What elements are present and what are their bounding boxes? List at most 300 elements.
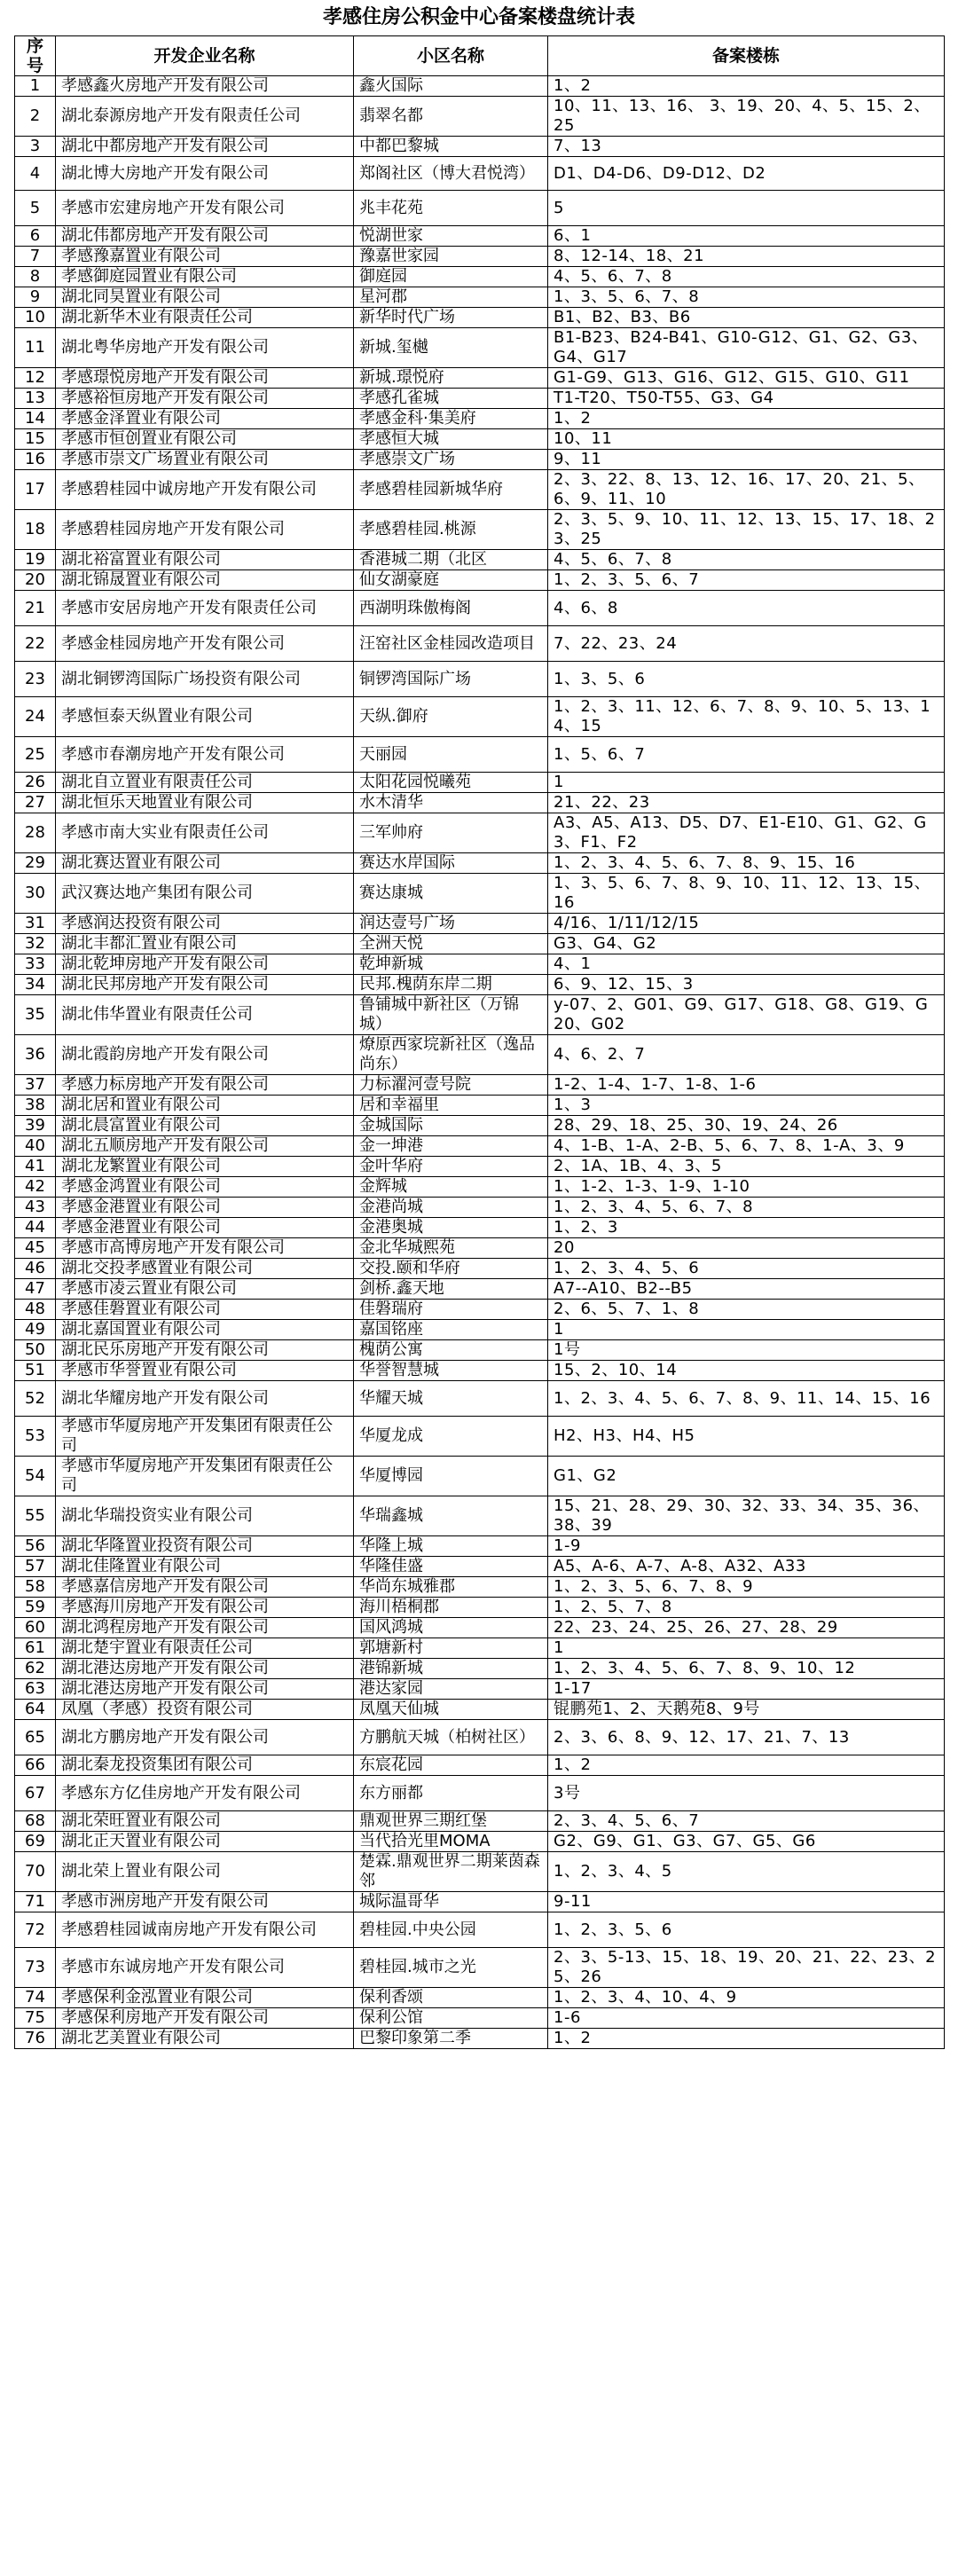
table-row — [15, 1381, 945, 1417]
cell-developer: 孝感裕恒房地产开发有限公司 — [56, 389, 354, 409]
cell-developer: 孝感保利金泓置业有限公司 — [56, 1988, 354, 2008]
cell-index: 54 — [15, 1457, 56, 1496]
table-row — [15, 1157, 945, 1177]
cell-index: 19 — [15, 550, 56, 570]
cell-buildings: 8、12-14、18、21 — [548, 247, 945, 267]
cell-index: 64 — [15, 1700, 56, 1720]
cell-buildings: 7、22、23、24 — [548, 626, 945, 662]
cell-developer: 湖北荣上置业有限公司 — [56, 1852, 354, 1892]
cell-community: 翡翠名都 — [354, 97, 548, 137]
cell-developer: 湖北楚宇置业有限责任公司 — [56, 1638, 354, 1659]
cell-index: 13 — [15, 389, 56, 409]
cell-developer: 孝感璟悦房地产开发有限公司 — [56, 368, 354, 389]
cell-community: 力标濯河壹号院 — [354, 1075, 548, 1096]
table-row — [15, 1096, 945, 1116]
cell-index: 23 — [15, 662, 56, 697]
table-row — [15, 191, 945, 226]
cell-buildings: B1、B2、B3、B6 — [548, 308, 945, 328]
cell-developer: 孝感东方亿佳房地产开发有限公司 — [56, 1776, 354, 1811]
cell-community: 金一坤港 — [354, 1136, 548, 1157]
cell-developer: 湖北佳隆置业有限公司 — [56, 1557, 354, 1577]
cell-buildings: 1 — [548, 773, 945, 793]
cell-index: 27 — [15, 793, 56, 813]
cell-buildings: 1、1-2、1-3、1-9、1-10 — [548, 1177, 945, 1198]
cell-buildings: 9-11 — [548, 1892, 945, 1912]
cell-developer: 孝感金泽置业有限公司 — [56, 409, 354, 429]
cell-developer: 孝感市凌云置业有限公司 — [56, 1279, 354, 1300]
cell-developer: 孝感佳磐置业有限公司 — [56, 1300, 354, 1320]
table-row — [15, 737, 945, 773]
cell-community: 鼎观世界三期红堡 — [354, 1811, 548, 1832]
table-row — [15, 1279, 945, 1300]
cell-community: 金港奥城 — [354, 1218, 548, 1238]
cell-community: 金港尚城 — [354, 1198, 548, 1218]
table-row — [15, 874, 945, 914]
cell-buildings: A7--A10、B2--B5 — [548, 1279, 945, 1300]
cell-index: 41 — [15, 1157, 56, 1177]
cell-index: 47 — [15, 1279, 56, 1300]
cell-community: 汪窑社区金桂园改造项目 — [354, 626, 548, 662]
cell-buildings: 1-6 — [548, 2008, 945, 2029]
cell-index: 68 — [15, 1811, 56, 1832]
cell-index: 76 — [15, 2029, 56, 2049]
cell-buildings: 1、2 — [548, 1755, 945, 1776]
cell-developer: 湖北裕富置业有限公司 — [56, 550, 354, 570]
cell-community: 新华时代广场 — [354, 308, 548, 328]
registry-table — [14, 35, 945, 2049]
cell-index: 71 — [15, 1892, 56, 1912]
cell-buildings: 2、3、22、8、13、12、16、17、20、21、5、6、9、11、10 — [548, 470, 945, 510]
cell-community: 国风鸿城 — [354, 1618, 548, 1638]
cell-index: 21 — [15, 591, 56, 626]
table-row — [15, 1361, 945, 1381]
cell-buildings: 1、2、3、4、5、6、7、8、9、11、14、15、16 — [548, 1381, 945, 1417]
cell-developer: 孝感豫嘉置业有限公司 — [56, 247, 354, 267]
cell-buildings: 1、2、3、4、5、6、7、8 — [548, 1198, 945, 1218]
table-row — [15, 550, 945, 570]
cell-buildings: H2、H3、H4、H5 — [548, 1417, 945, 1457]
cell-developer: 湖北自立置业有限责任公司 — [56, 773, 354, 793]
table-row — [15, 1198, 945, 1218]
cell-buildings: 15、21、28、29、30、32、33、34、35、36、38、39 — [548, 1496, 945, 1536]
cell-buildings: 4、6、2、7 — [548, 1035, 945, 1075]
cell-developer: 湖北艺美置业有限公司 — [56, 2029, 354, 2049]
cell-community: 金城国际 — [354, 1116, 548, 1136]
cell-community: 楚霖.鼎观世界二期莱茵森邻 — [354, 1852, 548, 1892]
table-row — [15, 1659, 945, 1679]
cell-developer: 孝感金鸿置业有限公司 — [56, 1177, 354, 1198]
cell-community: 保利公馆 — [354, 2008, 548, 2029]
table-row — [15, 1218, 945, 1238]
cell-buildings: 2、3、4、5、6、7 — [548, 1811, 945, 1832]
cell-index: 37 — [15, 1075, 56, 1096]
table-row — [15, 267, 945, 287]
table-row — [15, 813, 945, 853]
table-row — [15, 409, 945, 429]
cell-buildings: G1、G2 — [548, 1457, 945, 1496]
cell-community: 燎原西家垸新社区（逸品尚东） — [354, 1035, 548, 1075]
cell-developer: 湖北龙繁置业有限公司 — [56, 1157, 354, 1177]
cell-community: 嘉国铭座 — [354, 1320, 548, 1340]
cell-index: 50 — [15, 1340, 56, 1361]
cell-buildings: 1、2 — [548, 409, 945, 429]
table-row — [15, 697, 945, 737]
cell-developer: 湖北嘉国置业有限公司 — [56, 1320, 354, 1340]
cell-community: 赛达康城 — [354, 874, 548, 914]
table-row — [15, 662, 945, 697]
cell-buildings: 10、11、13、16、 3、19、20、4、5、15、2、25 — [548, 97, 945, 137]
cell-buildings: 4、1 — [548, 954, 945, 975]
cell-buildings: G3、G4、G2 — [548, 934, 945, 954]
table-row — [15, 1035, 945, 1075]
cell-community: 郑阁社区（博大君悦湾） — [354, 157, 548, 191]
table-row — [15, 2029, 945, 2049]
cell-index: 45 — [15, 1238, 56, 1259]
cell-index: 53 — [15, 1417, 56, 1457]
cell-buildings: 3号 — [548, 1776, 945, 1811]
cell-community: 巴黎印象第二季 — [354, 2029, 548, 2049]
cell-index: 33 — [15, 954, 56, 975]
header-community: 小区名称 — [354, 36, 548, 76]
cell-index: 5 — [15, 191, 56, 226]
table-row — [15, 1340, 945, 1361]
cell-community: 新城.璟悦府 — [354, 368, 548, 389]
cell-developer: 湖北同昊置业有限公司 — [56, 287, 354, 308]
cell-community: 槐荫公寓 — [354, 1340, 548, 1361]
cell-index: 28 — [15, 813, 56, 853]
table-row — [15, 1457, 945, 1496]
cell-buildings: 2、3、6、8、9、12、17、21、7、13 — [548, 1720, 945, 1755]
cell-developer: 孝感力标房地产开发有限公司 — [56, 1075, 354, 1096]
cell-developer: 湖北民邦房地产开发有限公司 — [56, 975, 354, 995]
cell-community: 御庭园 — [354, 267, 548, 287]
cell-community: 交投.颐和华府 — [354, 1259, 548, 1279]
cell-buildings: G1-G9、G13、G16、G12、G15、G10、G11 — [548, 368, 945, 389]
cell-community: 金辉城 — [354, 1177, 548, 1198]
cell-index: 18 — [15, 510, 56, 550]
table-row — [15, 450, 945, 470]
cell-developer: 孝感润达投资有限公司 — [56, 914, 354, 934]
cell-community: 碧桂园.城市之光 — [354, 1948, 548, 1988]
cell-buildings: D1、D4-D6、D9-D12、D2 — [548, 157, 945, 191]
cell-index: 65 — [15, 1720, 56, 1755]
cell-community: 金叶华府 — [354, 1157, 548, 1177]
cell-community: 香港城二期（北区 — [354, 550, 548, 570]
table-row — [15, 853, 945, 874]
table-body — [15, 76, 945, 2049]
cell-community: 天丽园 — [354, 737, 548, 773]
table-row — [15, 137, 945, 157]
cell-community: 孝感恒大城 — [354, 429, 548, 450]
cell-buildings: 1、2、3、4、5 — [548, 1852, 945, 1892]
cell-index: 63 — [15, 1679, 56, 1700]
cell-developer: 湖北伟都房地产开发有限公司 — [56, 226, 354, 247]
cell-index: 70 — [15, 1852, 56, 1892]
table-row — [15, 570, 945, 591]
cell-developer: 孝感市宏建房地产开发有限公司 — [56, 191, 354, 226]
cell-buildings: 9、11 — [548, 450, 945, 470]
cell-developer: 孝感碧桂园诚南房地产开发有限公司 — [56, 1912, 354, 1948]
cell-community: 鲁铺城中新社区（万锦城） — [354, 995, 548, 1035]
cell-developer: 湖北方鹏房地产开发有限公司 — [56, 1720, 354, 1755]
table-row — [15, 995, 945, 1035]
cell-developer: 孝感御庭园置业有限公司 — [56, 267, 354, 287]
cell-developer: 湖北霞韵房地产开发有限公司 — [56, 1035, 354, 1075]
cell-index: 40 — [15, 1136, 56, 1157]
cell-index: 46 — [15, 1259, 56, 1279]
cell-community: 鑫火国际 — [354, 76, 548, 97]
table-row — [15, 1075, 945, 1096]
cell-developer: 湖北华耀房地产开发有限公司 — [56, 1381, 354, 1417]
cell-developer: 湖北恒乐天地置业有限公司 — [56, 793, 354, 813]
table-row — [15, 1618, 945, 1638]
cell-community: 华厦龙成 — [354, 1417, 548, 1457]
cell-developer: 孝感保利房地产开发有限公司 — [56, 2008, 354, 2029]
table-row — [15, 247, 945, 267]
cell-community: 金北华城熙苑 — [354, 1238, 548, 1259]
cell-developer: 湖北港达房地产开发有限公司 — [56, 1659, 354, 1679]
cell-index: 49 — [15, 1320, 56, 1340]
table-row — [15, 1988, 945, 2008]
cell-buildings: B1-B23、B24-B41、G10-G12、G1、G2、G3、G4、G17 — [548, 328, 945, 368]
cell-index: 34 — [15, 975, 56, 995]
cell-buildings: 1、2、3、4、5、6 — [548, 1259, 945, 1279]
cell-buildings: 21、22、23 — [548, 793, 945, 813]
cell-developer: 湖北粤华房地产开发有限公司 — [56, 328, 354, 368]
cell-buildings: 1-9 — [548, 1536, 945, 1557]
cell-index: 24 — [15, 697, 56, 737]
cell-developer: 湖北博大房地产开发有限公司 — [56, 157, 354, 191]
table-row — [15, 793, 945, 813]
cell-index: 31 — [15, 914, 56, 934]
table-row — [15, 157, 945, 191]
cell-index: 30 — [15, 874, 56, 914]
cell-index: 73 — [15, 1948, 56, 1988]
cell-developer: 孝感市华厦房地产开发集团有限责任公司 — [56, 1457, 354, 1496]
cell-index: 39 — [15, 1116, 56, 1136]
cell-developer: 孝感金桂园房地产开发有限公司 — [56, 626, 354, 662]
cell-index: 75 — [15, 2008, 56, 2029]
header-buildings: 备案楼栋 — [548, 36, 945, 76]
table-row — [15, 1536, 945, 1557]
cell-developer: 湖北荣旺置业有限公司 — [56, 1811, 354, 1832]
cell-developer: 凤凰（孝感）投资有限公司 — [56, 1700, 354, 1720]
cell-community: 赛达水岸国际 — [354, 853, 548, 874]
table-row — [15, 1638, 945, 1659]
cell-buildings: 1 — [548, 1320, 945, 1340]
cell-developer: 孝感金港置业有限公司 — [56, 1218, 354, 1238]
cell-developer: 孝感市崇文广场置业有限公司 — [56, 450, 354, 470]
cell-buildings: 1、3、5、6、7、8、9、10、11、12、13、15、16 — [548, 874, 945, 914]
table-row — [15, 287, 945, 308]
cell-community: 东方丽都 — [354, 1776, 548, 1811]
cell-community: 华厦博园 — [354, 1457, 548, 1496]
cell-buildings: 1、2、3、5、6、7 — [548, 570, 945, 591]
cell-buildings: 22、23、24、25、26、27、28、29 — [548, 1618, 945, 1638]
cell-buildings: 1、5、6、7 — [548, 737, 945, 773]
cell-buildings: 7、13 — [548, 137, 945, 157]
cell-buildings: 2、1A、1B、4、3、5 — [548, 1157, 945, 1177]
table-row — [15, 1136, 945, 1157]
cell-developer: 湖北华隆置业投资有限公司 — [56, 1536, 354, 1557]
cell-community: 城际温哥华 — [354, 1892, 548, 1912]
cell-buildings: G2、G9、G1、G3、G7、G5、G6 — [548, 1832, 945, 1852]
cell-index: 36 — [15, 1035, 56, 1075]
table-row — [15, 389, 945, 409]
cell-buildings: 1、2 — [548, 2029, 945, 2049]
cell-community: 港达家园 — [354, 1679, 548, 1700]
table-row — [15, 1496, 945, 1536]
cell-developer: 孝感碧桂园房地产开发有限公司 — [56, 510, 354, 550]
table-row — [15, 368, 945, 389]
cell-buildings: 6、9、12、15、3 — [548, 975, 945, 995]
cell-buildings: 1、2 — [548, 76, 945, 97]
table-row — [15, 226, 945, 247]
cell-buildings: 4、5、6、7、8 — [548, 550, 945, 570]
table-row — [15, 76, 945, 97]
cell-developer: 孝感碧桂园中诚房地产开发有限公司 — [56, 470, 354, 510]
cell-community: 新城.玺樾 — [354, 328, 548, 368]
cell-community: 海川梧桐郡 — [354, 1598, 548, 1618]
cell-index: 44 — [15, 1218, 56, 1238]
cell-index: 20 — [15, 570, 56, 591]
cell-developer: 湖北伟华置业有限责任公司 — [56, 995, 354, 1035]
cell-developer: 孝感海川房地产开发有限公司 — [56, 1598, 354, 1618]
cell-developer: 湖北赛达置业有限公司 — [56, 853, 354, 874]
cell-index: 17 — [15, 470, 56, 510]
cell-developer: 湖北中都房地产开发有限公司 — [56, 137, 354, 157]
cell-developer: 孝感市东诚房地产开发有限公司 — [56, 1948, 354, 1988]
table-row — [15, 773, 945, 793]
cell-community: 碧桂园.中央公园 — [354, 1912, 548, 1948]
cell-developer: 湖北晨富置业有限公司 — [56, 1116, 354, 1136]
cell-community: 全洲天悦 — [354, 934, 548, 954]
cell-community: 华尚东城雅郡 — [354, 1577, 548, 1598]
cell-community: 乾坤新城 — [354, 954, 548, 975]
cell-community: 华隆上城 — [354, 1536, 548, 1557]
cell-buildings: 1、2、3、11、12、6、7、8、9、10、5、13、14、15 — [548, 697, 945, 737]
cell-developer: 孝感鑫火房地产开发有限公司 — [56, 76, 354, 97]
table-row — [15, 1679, 945, 1700]
cell-community: 润达壹号广场 — [354, 914, 548, 934]
cell-index: 52 — [15, 1381, 56, 1417]
cell-buildings: 1、2、5、7、8 — [548, 1598, 945, 1618]
cell-buildings: A5、A-6、A-7、A-8、A32、A33 — [548, 1557, 945, 1577]
table-row — [15, 1320, 945, 1340]
cell-index: 67 — [15, 1776, 56, 1811]
cell-developer: 孝感嘉信房地产开发有限公司 — [56, 1577, 354, 1598]
cell-buildings: 4、1-B、1-A、2-B、5、6、7、8、1-A、3、9 — [548, 1136, 945, 1157]
table-row — [15, 1811, 945, 1832]
cell-developer: 武汉赛达地产集团有限公司 — [56, 874, 354, 914]
cell-buildings: 10、11 — [548, 429, 945, 450]
cell-index: 74 — [15, 1988, 56, 2008]
cell-index: 57 — [15, 1557, 56, 1577]
cell-index: 43 — [15, 1198, 56, 1218]
cell-buildings: 1、3、5、6、7、8 — [548, 287, 945, 308]
cell-community: 凤凰天仙城 — [354, 1700, 548, 1720]
cell-index: 6 — [15, 226, 56, 247]
table-row — [15, 1577, 945, 1598]
table-row — [15, 1259, 945, 1279]
table-row — [15, 1700, 945, 1720]
cell-buildings: 1-2、1-4、1-7、1-8、1-6 — [548, 1075, 945, 1096]
cell-index: 29 — [15, 853, 56, 874]
cell-developer: 湖北秦龙投资集团有限公司 — [56, 1755, 354, 1776]
cell-developer: 湖北泰源房地产开发有限责任公司 — [56, 97, 354, 137]
cell-developer: 孝感市春潮房地产开发有限公司 — [56, 737, 354, 773]
table-row — [15, 934, 945, 954]
cell-buildings: 4/16、1/11/12/15 — [548, 914, 945, 934]
cell-developer: 湖北新华木业有限责任公司 — [56, 308, 354, 328]
cell-index: 32 — [15, 934, 56, 954]
cell-buildings: 1、2、3、4、5、6、7、8、9、10、12 — [548, 1659, 945, 1679]
cell-index: 48 — [15, 1300, 56, 1320]
cell-index: 42 — [15, 1177, 56, 1198]
cell-buildings: 锟鹏苑1、2、天鹅苑8、9号 — [548, 1700, 945, 1720]
cell-community: 兆丰花苑 — [354, 191, 548, 226]
cell-community: 太阳花园悦曦苑 — [354, 773, 548, 793]
cell-buildings: 1、2、3 — [548, 1218, 945, 1238]
cell-developer: 孝感市高博房地产开发有限公司 — [56, 1238, 354, 1259]
table-row — [15, 510, 945, 550]
cell-buildings: 1号 — [548, 1340, 945, 1361]
cell-index: 4 — [15, 157, 56, 191]
table-row — [15, 1948, 945, 1988]
table-row — [15, 1892, 945, 1912]
cell-index: 26 — [15, 773, 56, 793]
cell-buildings: 28、29、18、25、30、19、24、26 — [548, 1116, 945, 1136]
table-row — [15, 1598, 945, 1618]
cell-community: 孝感崇文广场 — [354, 450, 548, 470]
cell-developer: 湖北正天置业有限公司 — [56, 1832, 354, 1852]
cell-community: 华隆佳盛 — [354, 1557, 548, 1577]
cell-community: 郭塘新村 — [354, 1638, 548, 1659]
table-row — [15, 954, 945, 975]
table-row — [15, 1177, 945, 1198]
cell-community: 东宸花园 — [354, 1755, 548, 1776]
table-row — [15, 97, 945, 137]
cell-community: 三军帅府 — [354, 813, 548, 853]
cell-community: 方鹏航天城（柏树社区） — [354, 1720, 548, 1755]
cell-index: 69 — [15, 1832, 56, 1852]
cell-buildings: 1-17 — [548, 1679, 945, 1700]
table-row — [15, 1912, 945, 1948]
cell-buildings: y-07、2、G01、G9、G17、G18、G8、G19、G20、G02 — [548, 995, 945, 1035]
cell-developer: 湖北丰都汇置业有限公司 — [56, 934, 354, 954]
cell-developer: 孝感市华誉置业有限公司 — [56, 1361, 354, 1381]
cell-community: 孝感孔雀城 — [354, 389, 548, 409]
cell-buildings: 1、2、3、5、6、7、8、9 — [548, 1577, 945, 1598]
cell-index: 72 — [15, 1912, 56, 1948]
cell-developer: 湖北五顺房地产开发有限公司 — [56, 1136, 354, 1157]
cell-buildings: 1、2、3、4、5、6、7、8、9、15、16 — [548, 853, 945, 874]
page-title: 孝感住房公积金中心备案楼盘统计表 — [322, 6, 635, 28]
cell-buildings: 1、2、3、4、10、4、9 — [548, 1988, 945, 2008]
cell-buildings: 1、2、3、5、6 — [548, 1912, 945, 1948]
table-row — [15, 1852, 945, 1892]
cell-community: 孝感碧桂园.桃源 — [354, 510, 548, 550]
cell-index: 8 — [15, 267, 56, 287]
cell-buildings: 2、3、5、9、10、11、12、13、15、17、18、23、25 — [548, 510, 945, 550]
header-index: 序号 — [15, 36, 56, 76]
cell-community: 民邦.槐荫东岸二期 — [354, 975, 548, 995]
cell-index: 55 — [15, 1496, 56, 1536]
cell-community: 天纵.御府 — [354, 697, 548, 737]
cell-index: 7 — [15, 247, 56, 267]
cell-index: 12 — [15, 368, 56, 389]
cell-community: 孝感碧桂园新城华府 — [354, 470, 548, 510]
